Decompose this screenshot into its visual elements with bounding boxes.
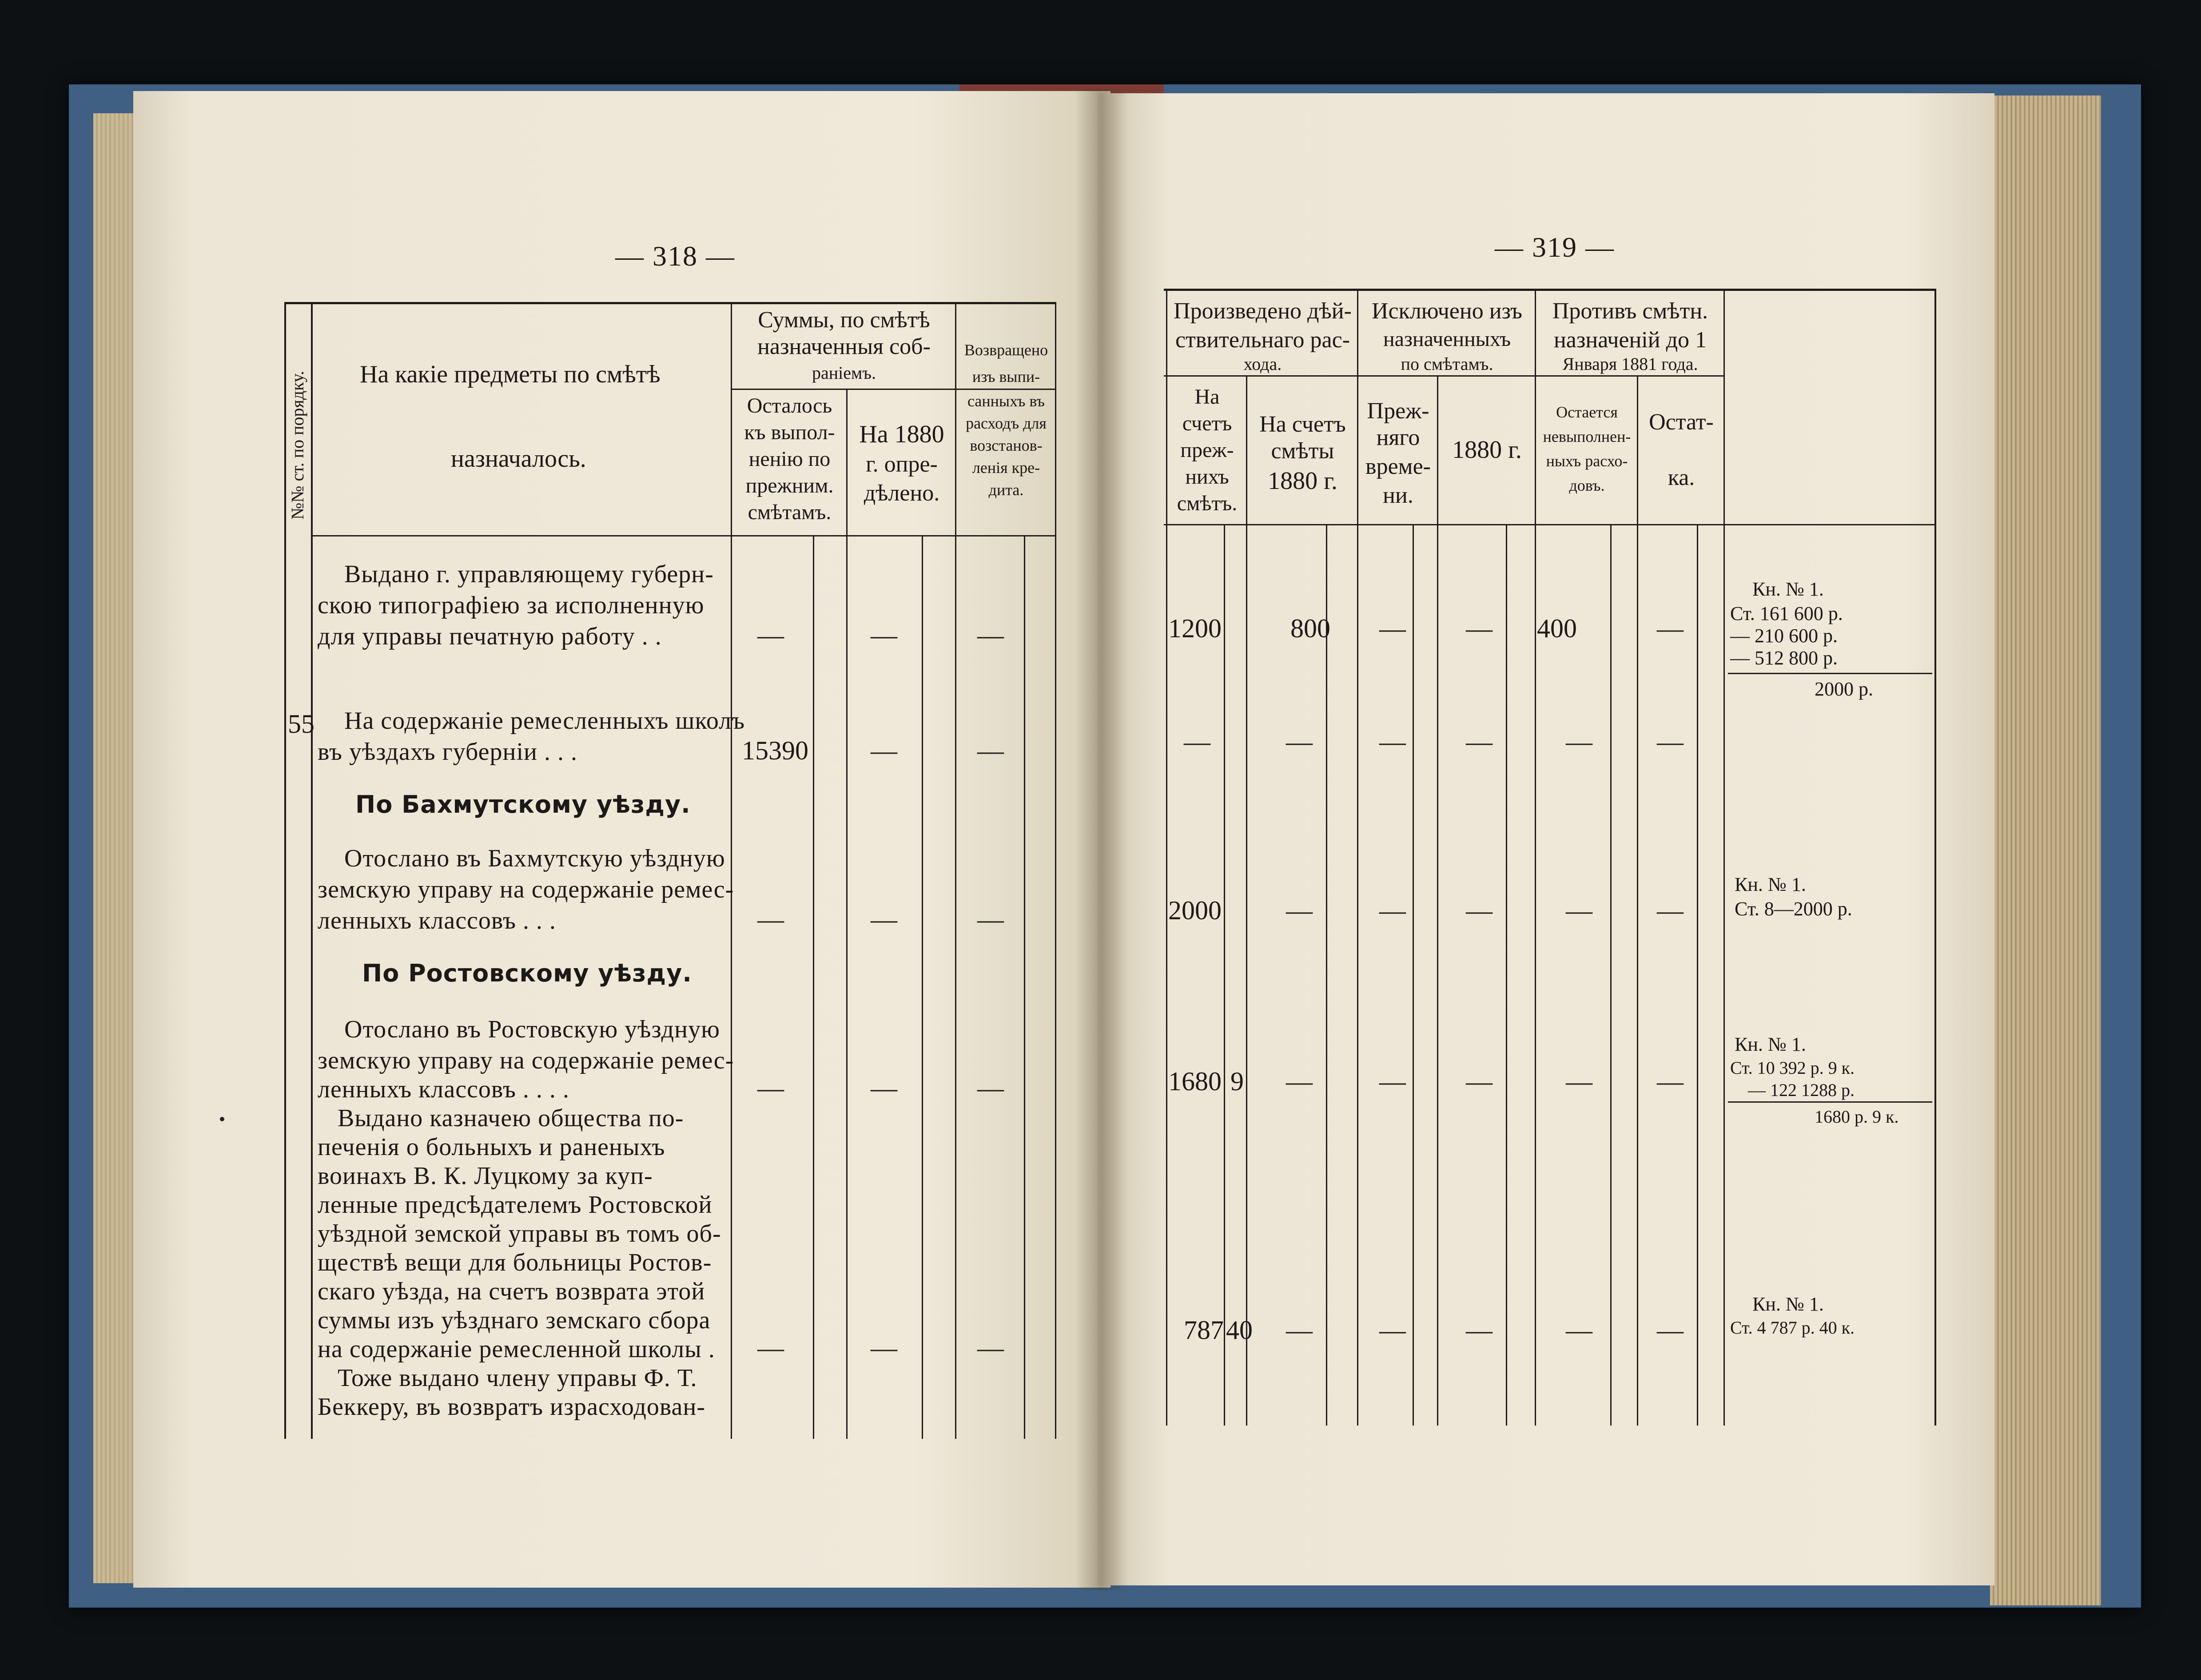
header-prev-accounts-2: счетъ bbox=[1182, 412, 1232, 435]
cell-value: — bbox=[1466, 1067, 1493, 1096]
row-text: скаго уѣзда, на счетъ возврата этой bbox=[318, 1278, 705, 1305]
row-number: 55 bbox=[288, 709, 314, 739]
row-text: въ уѣздахъ губерніи . . . bbox=[318, 738, 578, 766]
cell-value: 787 bbox=[1184, 1315, 1224, 1345]
cell-value: — bbox=[1379, 1067, 1406, 1096]
col-rule bbox=[1326, 524, 1327, 1426]
header-sums-3: раніемъ. bbox=[812, 363, 876, 383]
ledger-note: Ст. 8—2000 р. bbox=[1735, 898, 1852, 920]
header-sums-1: Суммы, по смѣтѣ bbox=[758, 307, 930, 333]
header-1880-2: г. опре- bbox=[866, 452, 938, 477]
header-remaining-4: прежним. bbox=[745, 474, 834, 497]
cell-value: 1680 bbox=[1168, 1067, 1222, 1096]
header-prev-accounts-3: преж- bbox=[1180, 438, 1234, 462]
cell-value: — bbox=[1379, 727, 1406, 756]
cell-value: 800 bbox=[1290, 614, 1330, 643]
col-rule bbox=[1637, 375, 1638, 1426]
book-gutter bbox=[1075, 89, 1128, 1590]
col-rule bbox=[1697, 524, 1698, 1426]
ledger-note: Кн. № 1. bbox=[1735, 874, 1806, 895]
table-left-rule bbox=[284, 302, 286, 1439]
header-excluded-2: назначенныхъ bbox=[1383, 327, 1511, 351]
cell-value: — bbox=[1657, 896, 1684, 925]
header-1880-account-2: смѣты bbox=[1271, 438, 1334, 464]
col-rule bbox=[955, 302, 956, 1439]
header-against-3: Января 1881 года. bbox=[1562, 354, 1698, 374]
cell-value: — bbox=[1379, 1315, 1406, 1345]
row-text: ленныхъ классовъ . . . bbox=[318, 907, 556, 934]
cell-value: — bbox=[1657, 1315, 1684, 1345]
row-text: ленные предсѣдателемъ Ростовской bbox=[318, 1191, 712, 1219]
cell-value: — bbox=[871, 905, 897, 934]
header-prev-accounts-4: нихъ bbox=[1185, 465, 1229, 489]
header-remaining-5: смѣтамъ. bbox=[748, 500, 832, 524]
cell-value: — bbox=[1566, 1067, 1592, 1096]
page-speck bbox=[220, 1117, 224, 1121]
cell-value: — bbox=[871, 1073, 897, 1103]
ledger-note: — 512 800 р. bbox=[1730, 647, 1838, 669]
cell-value: — bbox=[1566, 896, 1592, 925]
cell-value: — bbox=[1379, 896, 1406, 925]
cell-value: 2000 bbox=[1168, 896, 1222, 925]
header-returned-1: Возвращено bbox=[964, 341, 1048, 359]
header-unfulfilled-2: невыполнен- bbox=[1543, 428, 1631, 445]
header-excluded-1: Исключено изъ bbox=[1371, 298, 1523, 324]
header-1880-1: На 1880 bbox=[859, 421, 944, 448]
section-heading: По Ростовскому уѣзду. bbox=[362, 959, 692, 987]
row-text: Отослано въ Ростовскую уѣздную bbox=[344, 1016, 720, 1043]
cell-value: — bbox=[1466, 727, 1493, 756]
header-returned-3: санныхъ въ bbox=[967, 392, 1045, 410]
cell-value: — bbox=[1286, 1067, 1313, 1096]
header-against-1: Противъ смѣтн. bbox=[1552, 298, 1708, 324]
page-edges-right bbox=[1990, 95, 2101, 1605]
header-produced-3: хода. bbox=[1243, 354, 1282, 374]
header-returned-4: расходъ для bbox=[966, 414, 1047, 432]
table-top-rule bbox=[284, 302, 1055, 304]
col-rule bbox=[731, 302, 732, 1439]
row-text: ществѣ вещи для больницы Ростов- bbox=[318, 1249, 712, 1276]
col-rule bbox=[1535, 289, 1536, 1426]
col-rule bbox=[1246, 375, 1247, 1426]
header-returned-6: ленія кре- bbox=[972, 459, 1040, 477]
left-page bbox=[133, 91, 1110, 1588]
ledger-note-total: 1680 р. 9 к. bbox=[1815, 1107, 1899, 1127]
cell-value: — bbox=[1466, 1315, 1493, 1345]
cell-value: 1200 bbox=[1168, 614, 1222, 643]
cell-value: — bbox=[1657, 1067, 1684, 1096]
row-text: скою типографіею за исполненную bbox=[318, 592, 704, 619]
header-returned-7: дита. bbox=[988, 481, 1024, 499]
row-text: для управы печатную работу . . bbox=[318, 623, 662, 650]
ledger-note-total: 2000 р. bbox=[1815, 678, 1873, 700]
col-rule bbox=[1610, 524, 1612, 1426]
row-text: на содержаніе ремесленной школы . bbox=[318, 1335, 715, 1363]
cell-value: — bbox=[977, 1333, 1004, 1362]
cell-value: — bbox=[1657, 614, 1684, 643]
row-text: Отослано въ Бахмутскую уѣздную bbox=[344, 845, 725, 872]
header-prev-time-3: време- bbox=[1365, 454, 1431, 479]
page-number-left: — 318 — bbox=[615, 240, 735, 272]
index-col-rule bbox=[311, 302, 313, 1439]
header-subjects-line1: На какіе предметы по смѣтѣ bbox=[360, 361, 661, 388]
header-1880-account-1: На счетъ bbox=[1259, 412, 1346, 437]
cell-value: — bbox=[977, 1073, 1004, 1103]
row-text: Тоже выдано члену управы Ф. Т. bbox=[338, 1364, 697, 1392]
header-prev-time-4: ни. bbox=[1383, 483, 1413, 508]
cell-value: — bbox=[977, 905, 1004, 934]
header-remainder-1: Остат- bbox=[1649, 409, 1714, 435]
header-prev-accounts-5: смѣтъ. bbox=[1177, 492, 1238, 515]
header-returned-2: изъ выпи- bbox=[972, 368, 1040, 385]
col-rule bbox=[1357, 289, 1358, 1426]
col-rule bbox=[1024, 535, 1025, 1439]
col-rule bbox=[846, 389, 848, 1439]
cell-value: 400 bbox=[1537, 614, 1577, 643]
header-against-2: назначеній до 1 bbox=[1553, 327, 1707, 353]
ledger-note: Ст. 10 392 р. 9 к. bbox=[1730, 1058, 1855, 1078]
cell-value: — bbox=[1466, 614, 1493, 643]
col-rule bbox=[1055, 302, 1056, 1439]
ledger-note: — 122 1288 р. bbox=[1748, 1080, 1855, 1100]
cell-value: — bbox=[1184, 727, 1210, 756]
header-produced-2: ствительнаго рас- bbox=[1175, 327, 1350, 353]
header-prev-accounts-1: На bbox=[1194, 385, 1220, 409]
cell-value: — bbox=[871, 620, 897, 650]
cell-value: — bbox=[757, 620, 784, 650]
row-text: уѣздной земской управы въ томъ об- bbox=[318, 1220, 721, 1247]
header-sums-2: назначенныя соб- bbox=[757, 334, 931, 359]
cell-value: — bbox=[977, 620, 1004, 650]
row-text: печенія о больныхъ и раненыхъ bbox=[318, 1133, 665, 1161]
col-rule bbox=[1413, 524, 1414, 1426]
row-text: Беккеру, въ возвратъ израсходован- bbox=[318, 1393, 705, 1421]
header-1880-account-3: 1880 г. bbox=[1268, 467, 1337, 495]
cell-value: — bbox=[1286, 727, 1313, 756]
header-1880: 1880 г. bbox=[1452, 436, 1522, 464]
header-unfulfilled-3: ныхъ расхо- bbox=[1546, 452, 1628, 470]
cell-value: — bbox=[1566, 1315, 1592, 1345]
header-returned-5: возстанов- bbox=[970, 437, 1043, 454]
header-excluded-3: по смѣтамъ. bbox=[1401, 354, 1493, 374]
cell-value: — bbox=[1379, 614, 1406, 643]
ledger-note: Ст. 161 600 р. bbox=[1730, 603, 1843, 624]
header-1880-3: дѣлено. bbox=[864, 481, 940, 506]
table-right-rule bbox=[1934, 289, 1936, 1426]
note-sum-rule bbox=[1728, 1101, 1932, 1103]
header-sub-rule bbox=[1164, 375, 1723, 377]
col-rule bbox=[1723, 289, 1725, 1426]
cell-value: — bbox=[1286, 896, 1313, 925]
col-rule bbox=[922, 535, 923, 1439]
row-text: суммы изъ уѣзднаго земскаго сбора bbox=[318, 1307, 711, 1334]
cell-value: 15390 bbox=[742, 736, 808, 765]
cell-value-kopecks: 40 bbox=[1226, 1315, 1253, 1345]
header-subjects-line2: назначалось. bbox=[451, 445, 586, 473]
ledger-note: Кн. № 1. bbox=[1752, 1293, 1824, 1315]
row-text: земскую управу на содержаніе ремес- bbox=[318, 1047, 734, 1074]
cell-value-kopecks: 9 bbox=[1230, 1067, 1244, 1096]
header-remaining-3: ненію по bbox=[748, 447, 831, 471]
table-header-rule bbox=[1164, 524, 1934, 525]
cell-value: — bbox=[757, 1073, 784, 1103]
ledger-note: — 210 600 р. bbox=[1730, 625, 1838, 647]
cell-value: — bbox=[1657, 727, 1684, 756]
header-prev-time-2: няго bbox=[1376, 425, 1420, 450]
col-rule bbox=[1166, 289, 1167, 1426]
row-text: Выдано г. управляющему губерн- bbox=[344, 560, 714, 588]
header-produced-1: Произведено дѣй- bbox=[1174, 298, 1352, 324]
cell-value: — bbox=[1566, 727, 1592, 756]
row-text: ленныхъ классовъ . . . . bbox=[318, 1076, 569, 1103]
page-number-right: — 319 — bbox=[1495, 231, 1615, 263]
header-unfulfilled-4: довъ. bbox=[1569, 477, 1605, 494]
section-heading: По Бахмутскому уѣзду. bbox=[355, 790, 691, 818]
note-sum-rule bbox=[1728, 673, 1932, 674]
col-rule bbox=[1437, 375, 1438, 1426]
header-remaining-1: Осталось bbox=[747, 394, 832, 417]
ledger-note: Кн. № 1. bbox=[1735, 1033, 1806, 1055]
col-rule bbox=[1506, 524, 1507, 1426]
row-text: воинахъ В. К. Луцкому за куп- bbox=[318, 1162, 653, 1190]
row-text: Выдано казначею общества по- bbox=[338, 1104, 684, 1132]
ledger-note: Кн. № 1. bbox=[1752, 578, 1824, 600]
cell-value: — bbox=[1466, 896, 1493, 925]
cell-value: — bbox=[977, 736, 1004, 765]
header-unfulfilled-1: Остается bbox=[1556, 403, 1618, 421]
header-index-col: №№ ст. по порядку. bbox=[287, 371, 307, 520]
header-sub-rule bbox=[731, 389, 1055, 390]
header-prev-time-1: Преж- bbox=[1367, 398, 1429, 424]
cell-value: — bbox=[871, 736, 897, 765]
cell-value: — bbox=[1286, 1315, 1313, 1345]
row-text: На содержаніе ремесленныхъ школъ bbox=[344, 707, 745, 735]
header-remaining-2: къ выпол- bbox=[744, 421, 835, 444]
ledger-note: Ст. 4 787 р. 40 к. bbox=[1730, 1318, 1855, 1338]
col-rule bbox=[1224, 524, 1225, 1426]
table-top-rule bbox=[1164, 289, 1934, 291]
cell-value: — bbox=[757, 905, 784, 934]
col-rule bbox=[813, 535, 814, 1439]
row-text: земскую управу на содержаніе ремес- bbox=[318, 876, 734, 903]
header-remainder-2: ка. bbox=[1668, 465, 1695, 490]
table-header-rule bbox=[311, 535, 1055, 536]
cell-value: — bbox=[757, 1333, 784, 1362]
cell-value: — bbox=[871, 1333, 897, 1362]
